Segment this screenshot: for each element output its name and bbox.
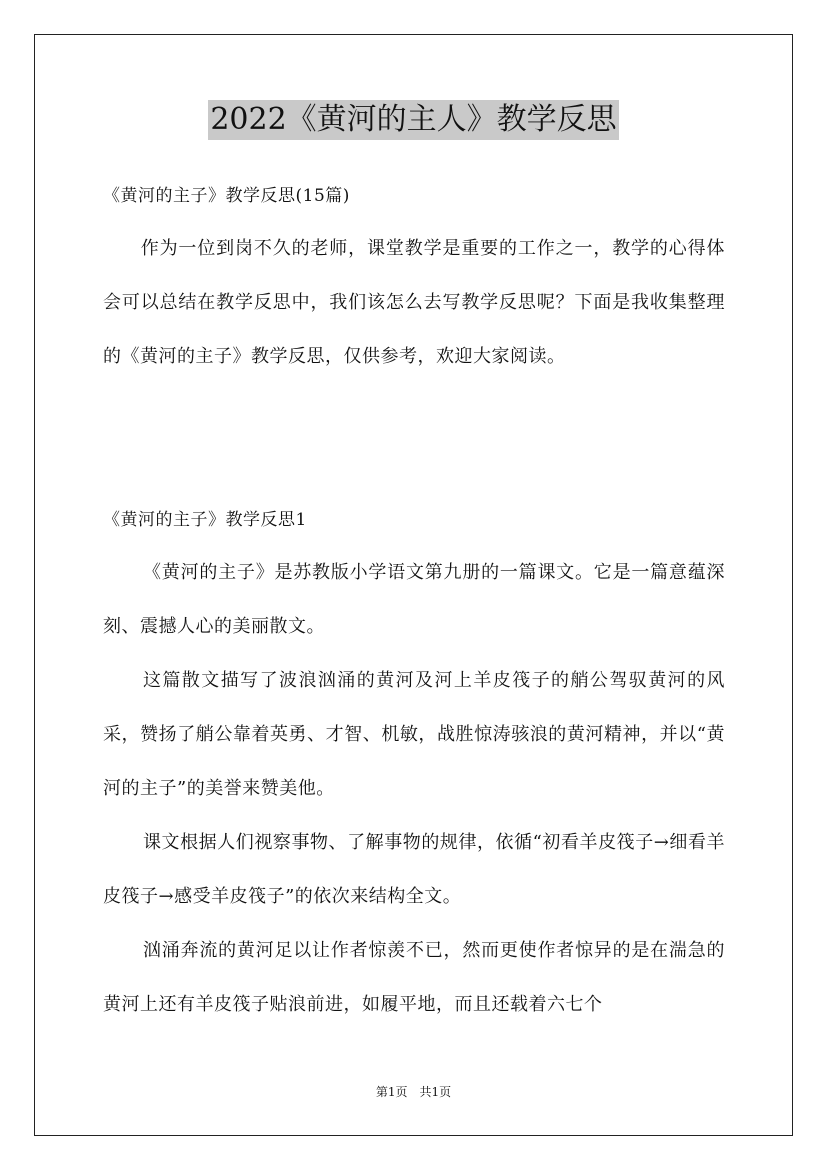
body-paragraph-2: 这篇散文描写了波浪汹涌的黄河及河上羊皮筏子的艄公驾驭黄河的风采，赞扬了艄公靠着英勇、才智、机敏，战胜惊涛骇浪的黄河精神，并以“黄河的主子”的美誉来赞美他。 xyxy=(103,670,725,799)
section-heading: 《黄河的主子》教学反思1 xyxy=(103,510,307,530)
body-paragraph-1: 《黄河的主子》是苏教版小学语文第九册的一篇课文。它是一篇意蕴深刻、震撼人心的美丽散文。 xyxy=(103,562,725,637)
document-subtitle: 《黄河的主子》教学反思(15篇) xyxy=(103,186,350,206)
document-title: 2022《黄河的主人》教学反思 xyxy=(208,100,618,140)
body-paragraph-4: 汹涌奔流的黄河足以让作者惊羡不已，然而更使作者惊异的是在湍急的黄河上还有羊皮筏子贴浪前进，如履平地，而且还载着六七个 xyxy=(103,940,725,1015)
page-footer xyxy=(0,1083,827,1100)
body-paragraph-3: 课文根据人们视察事物、了解事物的规律，依循“初看羊皮筏子→细看羊皮筏子→感受羊皮筏子”的依次来结构全文。 xyxy=(103,832,725,907)
page-number: 第1页 xyxy=(375,1085,408,1099)
page-total: 共1页 xyxy=(419,1085,452,1099)
title-container xyxy=(0,100,827,140)
intro-paragraph: 作为一位到岗不久的老师，课堂教学是重要的工作之一，教学的心得体会可以总结在教学反思中，我们该怎么去写教学反思呢？下面是我收集整理的《黄河的主子》教学反思，仅供参考，欢迎大家阅读。 xyxy=(103,238,725,367)
